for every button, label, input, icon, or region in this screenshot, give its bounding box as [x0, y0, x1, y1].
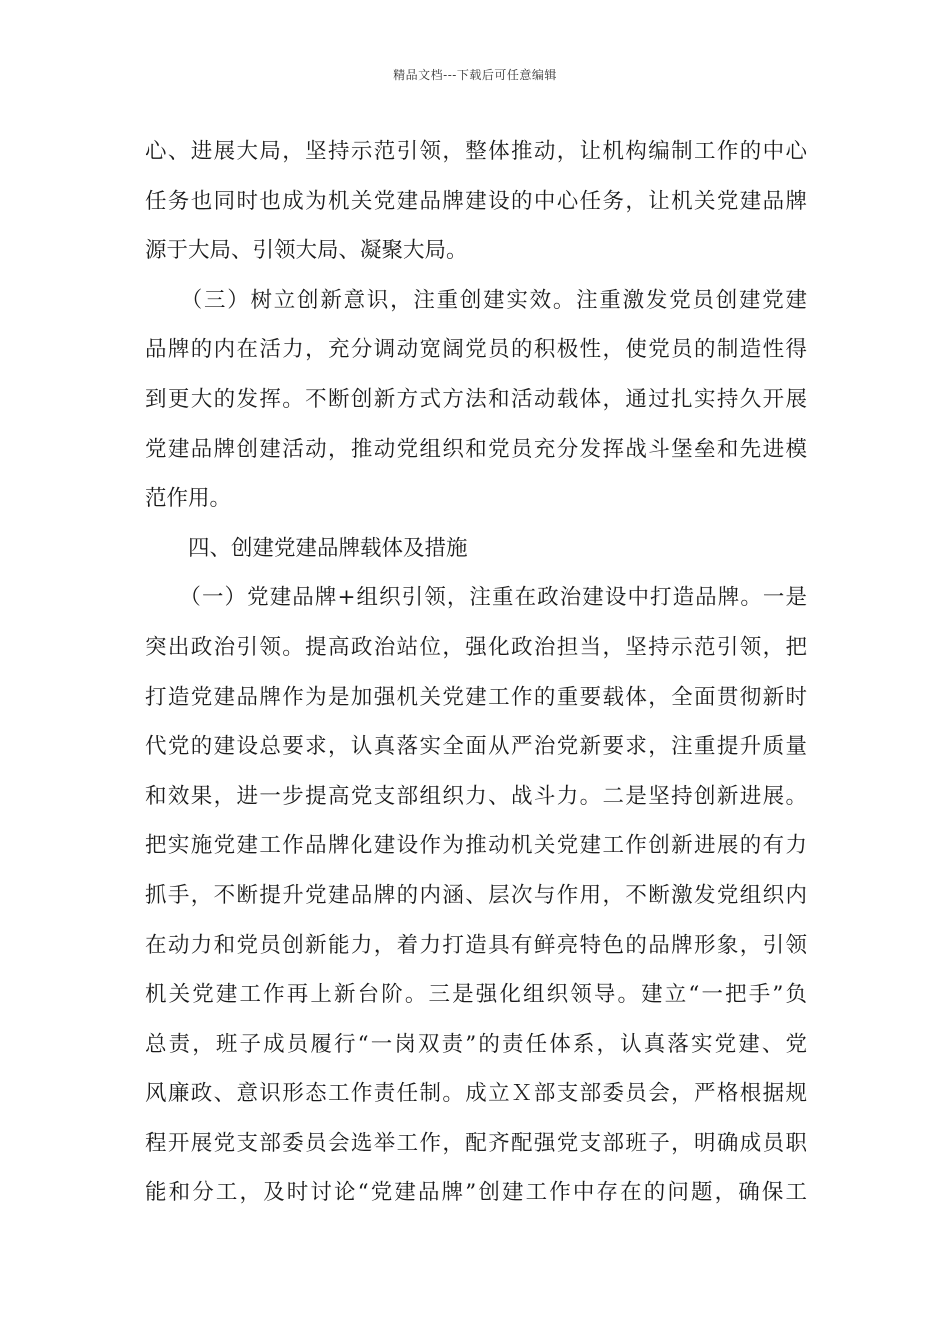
text-line: 程开展党支部委员会选举工作，配齐配强党支部班子，明确成员职: [145, 1130, 807, 1156]
text-line: 在动力和党员创新能力，着力打造具有鲜亮特色的品牌形象，引领: [145, 932, 807, 958]
text-line: 能和分工，及时讨论“党建品牌”创建工作中存在的问题，确保工: [145, 1180, 807, 1206]
text-line: 打造党建品牌作为是加强机关党建工作的重要载体，全面贯彻新时: [145, 684, 807, 710]
text-line: 范作用。: [145, 486, 232, 512]
text-line: 把实施党建工作品牌化建设作为推动机关党建工作创新进展的有力: [145, 833, 807, 859]
document-body: [145, 127, 807, 1218]
text-line: （三）树立创新意识，注重创建实效。注重激发党员创建党建: [145, 287, 807, 313]
text-line: 总责，班子成员履行“一岗双责”的责任体系，认真落实党建、党: [145, 1031, 807, 1057]
text-line: 任务也同时也成为机关党建品牌建设的中心任务，让机关党建品牌: [145, 188, 807, 214]
text-line: 心、进展大局，坚持示范引领，整体推动，让机构编制工作的中心: [145, 139, 807, 164]
text-line: 到更大的发挥。不断创新方式方法和活动载体，通过扎实持久开展: [145, 386, 807, 412]
text-line: 党建品牌创建活动，推动党组织和党员充分发挥战斗堡垒和先进模: [145, 436, 807, 462]
text-line: 品牌的内在活力，充分调动宽阔党员的积极性，使党员的制造性得: [145, 337, 807, 363]
text-line: 机关党建工作再上新台阶。三是强化组织领导。建立“一把手”负: [145, 982, 807, 1008]
page-header: 精品文档---下载后可任意编辑: [393, 68, 557, 82]
text-line: 突出政治引领。提高政治站位，强化政治担当，坚持示范引领，把: [145, 634, 807, 660]
section-heading: 四、创建党建品牌载体及措施: [145, 535, 468, 561]
text-line: 风廉政、意识形态工作责任制。成立Ｘ部支部委员会，严格根据规: [145, 1081, 807, 1107]
text-line: 抓手，不断提升党建品牌的内涵、层次与作用，不断激发党组织内: [145, 882, 807, 908]
text-line: 代党的建设总要求，认真落实全面从严治党新要求，注重提升质量: [145, 734, 807, 760]
text-line: （一）党建品牌+组织引领，注重在政治建设中打造品牌。一是: [145, 585, 807, 611]
text-line: 源于大局、引领大局、凝聚大局。: [145, 238, 468, 264]
text-line: 和效果，进一步提高党支部组织力、战斗力。二是坚持创新进展。: [145, 783, 807, 809]
